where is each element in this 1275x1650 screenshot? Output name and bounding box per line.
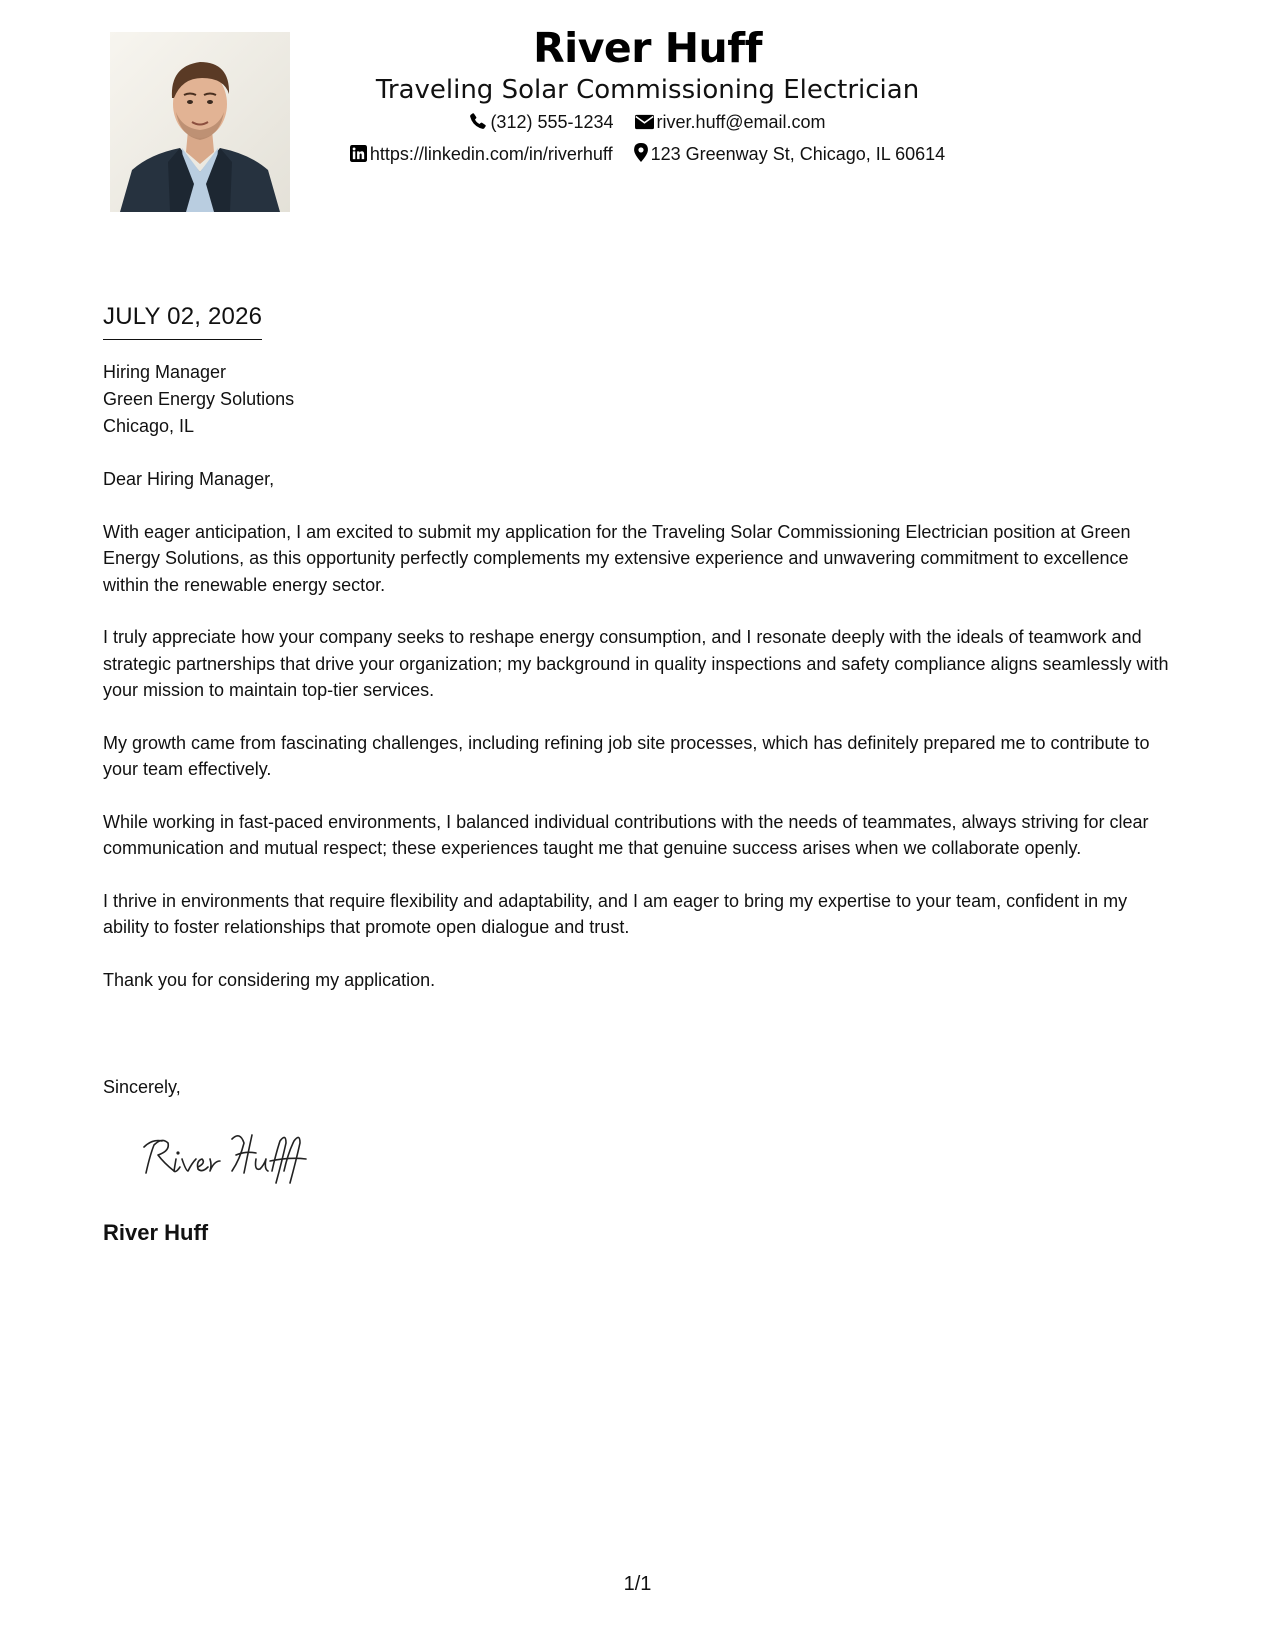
linkedin-icon (350, 145, 367, 162)
recipient-line: Chicago, IL (103, 416, 195, 436)
portrait-illustration (110, 32, 290, 212)
recipient-line: Green Energy Solutions (103, 389, 295, 409)
body-paragraph: My growth came from fascinating challenges, including refining job site processes, which has definitely prepared me to contribute to your team effectively. (103, 732, 1150, 779)
page-number: 1/1 (623, 1573, 652, 1595)
signature-drawing (140, 1125, 330, 1187)
email-item (635, 106, 826, 138)
linkedin-item (350, 138, 613, 170)
contact-row-1 (300, 106, 995, 138)
body-paragraph: With eager anticipation, I am excited to submit my application for the Traveling Solar Commissioning Electrician position at Green Energy Solutions, as this opportunity perfectly complements my extensive experience and unwavering commitment to excellence within the renewable energy sector. (103, 521, 1131, 595)
letter-body (103, 466, 1173, 1019)
letter-header (300, 22, 995, 170)
handwritten-signature (140, 1125, 330, 1187)
profile-photo (110, 32, 290, 212)
body-paragraph: Thank you for considering my application. (103, 969, 436, 990)
recipient-block (103, 359, 294, 440)
body-paragraph: While working in fast-paced environments, I balanced individual contributions with the needs of teammates, always striving for clear communication and mutual respect; these experiences taught me that genuine success arises when we collaborate openly. (103, 811, 1149, 858)
phone-item (469, 106, 613, 138)
map-pin-icon (634, 143, 648, 162)
address-item (634, 138, 946, 170)
envelope-icon (635, 114, 654, 130)
address-text: 123 Greenway St, Chicago, IL 60614 (650, 144, 946, 164)
signed-name: River Huff (103, 1220, 209, 1245)
body-paragraph: I truly appreciate how your company seeks to reshape energy consumption, and I resonate deeply with the ideals of teamwork and strategic partnerships that drive your organization; my background in quality inspections and safety compliance aligns seamlessly with your mission to maintain top-tier services. (103, 627, 1169, 700)
body-paragraph: I thrive in environments that require flexibility and adaptability, and I am eager to bring my expertise to your team, confident in my ability to foster relationships that promote open dialogue and trust. (103, 890, 1128, 937)
letter-date: JULY 02, 2026 (103, 300, 262, 340)
applicant-name: River Huff (533, 24, 762, 72)
salutation: Dear Hiring Manager, (103, 469, 275, 489)
contact-row-2 (300, 138, 995, 170)
closing: Sincerely, (103, 1077, 181, 1097)
job-title: Traveling Solar Commissioning Electrician (375, 75, 920, 105)
phone-number: (312) 555-1234 (490, 112, 614, 132)
linkedin-url[interactable]: https://linkedin.com/in/riverhuff (369, 144, 613, 164)
recipient-line: Hiring Manager (103, 362, 227, 382)
email-address[interactable]: river.huff@email.com (656, 112, 826, 132)
phone-icon (469, 112, 487, 130)
